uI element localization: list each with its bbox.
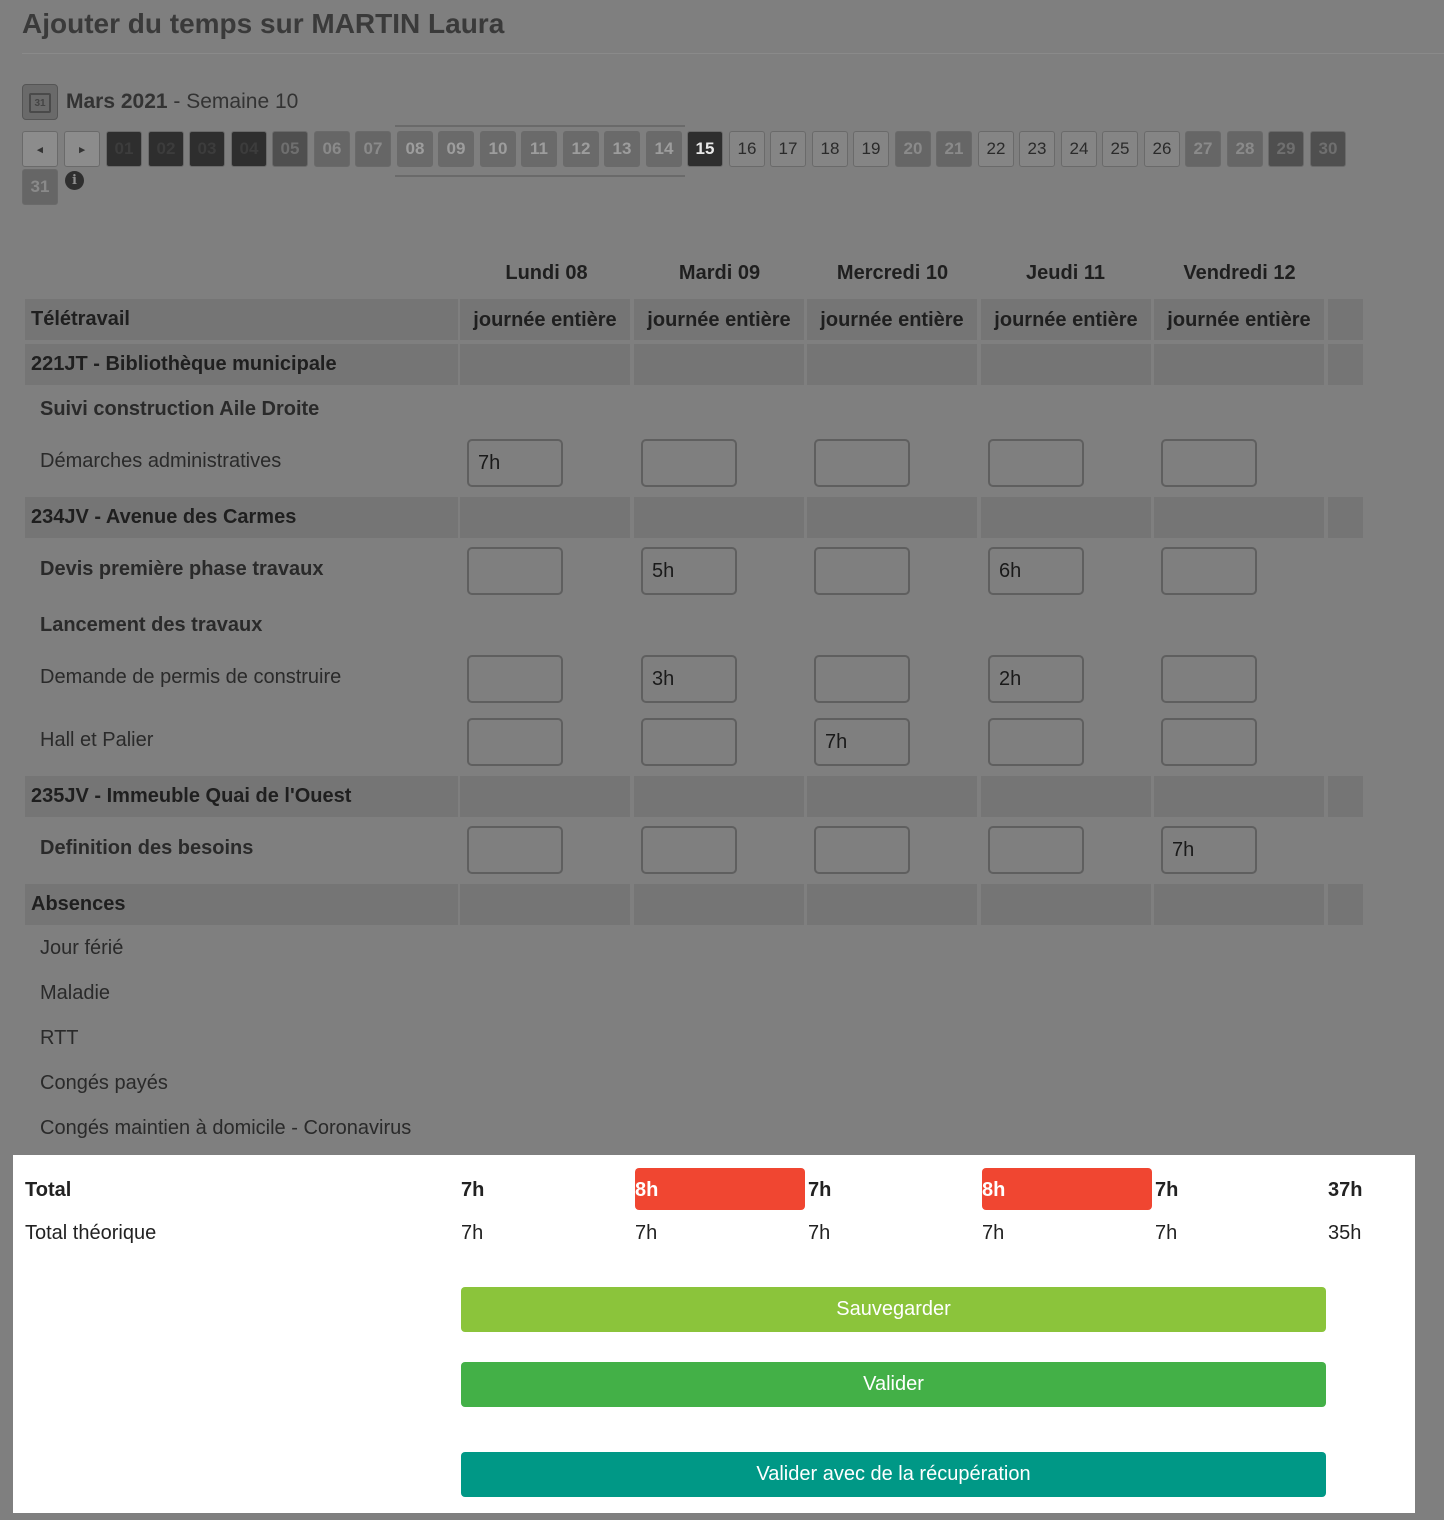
page-title: Ajouter du temps sur MARTIN Laura xyxy=(22,8,505,39)
col-header-day: Lundi 08 xyxy=(505,262,588,284)
teletravail-cell[interactable]: journée entière xyxy=(981,299,1151,340)
day-button[interactable]: 31 xyxy=(22,169,58,205)
day-button[interactable]: 04 xyxy=(231,131,267,167)
teletravail-cell[interactable]: journée entière xyxy=(807,299,977,340)
total-sum: 37h xyxy=(1328,1179,1363,1201)
project-label: 235JV - Immeuble Quai de l'Ouest xyxy=(25,776,458,817)
day-button[interactable]: 06 xyxy=(314,131,350,167)
validate-with-recovery-button[interactable]: Valider avec de la récupération xyxy=(461,1452,1326,1497)
day-button[interactable]: 17 xyxy=(770,131,806,167)
teletravail-cell[interactable]: journée entière xyxy=(634,299,804,340)
time-input[interactable] xyxy=(814,547,910,595)
today-day-button[interactable]: 15 xyxy=(687,131,723,167)
day-button[interactable]: 25 xyxy=(1102,131,1138,167)
teletravail-label: Télétravail xyxy=(25,299,458,340)
teletravail-cell[interactable]: journée entière xyxy=(460,299,630,340)
absences-row xyxy=(25,884,1365,925)
next-week-button[interactable]: ▸ xyxy=(64,131,100,167)
month-row xyxy=(22,84,298,120)
col-header-day: Mardi 09 xyxy=(678,262,761,284)
day-button[interactable]: 02 xyxy=(148,131,184,167)
absence-item: Jour férié xyxy=(40,937,124,959)
day-button[interactable]: 03 xyxy=(189,131,225,167)
theoretical-value: 7h xyxy=(808,1222,831,1244)
time-input[interactable] xyxy=(814,439,910,487)
day-button[interactable]: 26 xyxy=(1144,131,1180,167)
info-icon[interactable]: i xyxy=(65,171,84,190)
teletravail-cell[interactable]: journée entière xyxy=(1154,299,1324,340)
save-button[interactable]: Sauvegarder xyxy=(461,1287,1326,1332)
day-button[interactable]: 14 xyxy=(646,131,682,167)
day-button[interactable]: 30 xyxy=(1310,131,1346,167)
day-button[interactable]: 27 xyxy=(1185,131,1221,167)
total-value-over: 8h xyxy=(982,1168,1152,1210)
validate-button[interactable]: Valider xyxy=(461,1362,1326,1407)
day-button[interactable]: 12 xyxy=(563,131,599,167)
day-button[interactable]: 19 xyxy=(853,131,889,167)
week-label: - Semaine 10 xyxy=(173,90,299,113)
theoretical-value: 7h xyxy=(982,1222,1005,1244)
task-label: Démarches administratives xyxy=(40,450,282,472)
day-button[interactable]: 21 xyxy=(936,131,972,167)
time-input[interactable]: 2h xyxy=(988,655,1084,703)
col-header-day: Jeudi 11 xyxy=(1026,262,1105,284)
time-input[interactable] xyxy=(641,439,737,487)
teletravail-row xyxy=(25,299,1365,340)
day-button[interactable]: 20 xyxy=(895,131,931,167)
project-row xyxy=(25,776,1365,817)
total-value-over: 8h xyxy=(635,1168,805,1210)
time-input[interactable] xyxy=(988,718,1084,766)
time-input[interactable] xyxy=(467,826,563,874)
subgroup-label: Suivi construction Aile Droite xyxy=(40,398,320,420)
day-button[interactable]: 28 xyxy=(1227,131,1263,167)
month-week-label xyxy=(66,90,298,114)
absence-item: Congés maintien à domicile - Coronavirus xyxy=(40,1117,412,1139)
total-label: Total xyxy=(25,1179,72,1201)
theoretical-value: 7h xyxy=(1155,1222,1178,1244)
day-button[interactable]: 13 xyxy=(604,131,640,167)
total-value: 7h xyxy=(1155,1179,1179,1201)
time-input[interactable] xyxy=(1161,547,1257,595)
time-input[interactable] xyxy=(1161,439,1257,487)
absence-item: Maladie xyxy=(40,982,111,1004)
time-input[interactable] xyxy=(988,826,1084,874)
time-input[interactable] xyxy=(1161,655,1257,703)
col-header-day: Vendredi 12 xyxy=(1183,262,1296,284)
month-label: Mars 2021 xyxy=(66,90,168,113)
time-input[interactable]: 6h xyxy=(988,547,1084,595)
day-button[interactable]: 09 xyxy=(438,131,474,167)
project-row xyxy=(25,344,1365,385)
day-button[interactable]: 24 xyxy=(1061,131,1097,167)
time-input[interactable] xyxy=(814,655,910,703)
project-label: 234JV - Avenue des Carmes xyxy=(25,497,458,538)
day-button[interactable]: 01 xyxy=(106,131,142,167)
time-input[interactable]: 7h xyxy=(1161,826,1257,874)
time-input[interactable] xyxy=(467,718,563,766)
total-value: 7h xyxy=(808,1179,832,1201)
day-button[interactable]: 22 xyxy=(978,131,1014,167)
absence-item: Congés payés xyxy=(40,1072,168,1094)
time-input[interactable]: 7h xyxy=(814,718,910,766)
day-button[interactable]: 29 xyxy=(1268,131,1304,167)
time-input[interactable] xyxy=(641,718,737,766)
title-divider xyxy=(22,53,1444,54)
theoretical-value: 7h xyxy=(635,1222,658,1244)
prev-week-button[interactable]: ◂ xyxy=(22,131,58,167)
theoretical-label: Total théorique xyxy=(25,1222,157,1244)
task-label: Demande de permis de construire xyxy=(40,666,342,688)
day-button[interactable]: 08 xyxy=(397,131,433,167)
time-input[interactable] xyxy=(988,439,1084,487)
time-input[interactable] xyxy=(467,655,563,703)
time-input[interactable]: 5h xyxy=(641,547,737,595)
day-button[interactable]: 07 xyxy=(355,131,391,167)
time-input[interactable] xyxy=(641,826,737,874)
project-row xyxy=(25,497,1365,538)
subgroup-label: Lancement des travaux xyxy=(40,614,263,636)
totals-panel xyxy=(13,1155,1415,1513)
time-input[interactable] xyxy=(467,547,563,595)
time-input[interactable]: 3h xyxy=(641,655,737,703)
day-button[interactable]: 23 xyxy=(1019,131,1055,167)
day-button[interactable]: 10 xyxy=(480,131,516,167)
time-input[interactable] xyxy=(1161,718,1257,766)
project-label: 221JT - Bibliothèque municipale xyxy=(25,344,458,385)
time-input[interactable] xyxy=(814,826,910,874)
absence-item: RTT xyxy=(40,1027,79,1049)
theoretical-value: 7h xyxy=(461,1222,484,1244)
total-value: 7h xyxy=(461,1179,485,1201)
day-button[interactable]: 05 xyxy=(272,131,308,167)
theoretical-sum: 35h xyxy=(1328,1222,1362,1244)
time-input[interactable]: 7h xyxy=(467,439,563,487)
teletravail-tail-cell xyxy=(1328,299,1363,340)
task-label: Devis première phase travaux xyxy=(40,558,324,580)
task-label: Definition des besoins xyxy=(40,837,254,859)
calendar-icon[interactable]: 31 xyxy=(22,84,58,120)
task-label: Hall et Palier xyxy=(40,729,154,751)
col-header-day: Mercredi 10 xyxy=(836,262,949,284)
day-button[interactable]: 11 xyxy=(521,131,557,167)
day-button[interactable]: 18 xyxy=(812,131,848,167)
absences-label: Absences xyxy=(25,884,458,925)
day-button[interactable]: 16 xyxy=(729,131,765,167)
